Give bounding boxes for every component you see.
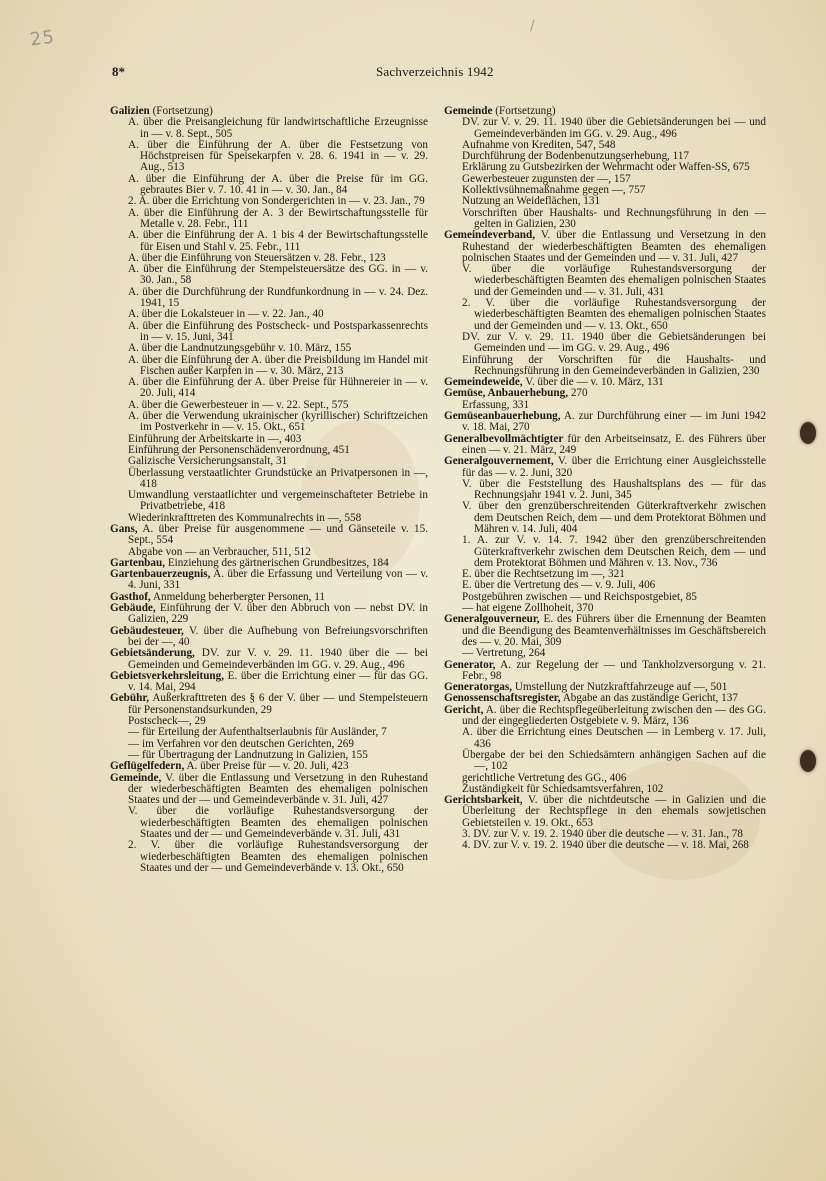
index-text: E. über die Vertretung des — v. 9. Juli, 406: [462, 579, 656, 592]
index-text: Einführung der Personenschädenverordnung, 451: [128, 443, 350, 456]
index-text: DV. zur V. v. 29. 11. 1940 über die Gebietsänderungen bei Gemeinden und — im GG. v. 29. Aug., 496: [462, 330, 766, 355]
index-text: A. über Preise für — v. 20. Juli, 423: [184, 760, 349, 773]
index-text: A. über die Erfassung und Verteilung von — v. 4. Juni, 331: [128, 568, 428, 592]
index-text: A. über die Einführung der Stempelsteuersätze des GG. in — v. 30. Jan., 58: [128, 263, 428, 287]
index-entry: [444, 660, 766, 683]
index-text: 2. V. über die vorläufige Ruhestandsversorgung der wiederbeschäftigten Beamten des ehemaligen polnischen Staates und der — und Gemeindeverbände v. 13. Okt., 650: [128, 839, 428, 874]
index-subentry: [110, 355, 428, 378]
index-text: gerichtliche Vertretung des GG., 406: [462, 771, 627, 784]
index-entry: [444, 795, 766, 829]
index-subentry: [444, 332, 766, 355]
index-text: Abgabe von — an Verbraucher, 511, 512: [128, 545, 311, 558]
index-text: Gewerbesteuer zugunsten der —, 157: [462, 172, 631, 185]
index-text: Aufnahme von Krediten, 547, 548: [462, 138, 616, 151]
index-text: A. über die Einführung der A. 3 der Bewirtschaftungsstelle für Metalle v. 28. Febr., 111: [128, 206, 428, 230]
index-text: E. über die Errichtung einer — für das GG. v. 14. Mai, 294: [128, 669, 428, 694]
index-text: A. über die Errichtung eines Deutschen — in Lemberg v. 17. Juli, 436: [462, 726, 766, 750]
index-text: 2. A. über die Errichtung von Sondergerichten in — v. 23. Jan., 79: [128, 195, 425, 208]
index-text: Einziehung des gärtnerischen Grundbesitzes, 184: [165, 556, 389, 569]
index-text: Einführung der Vorschriften für die Haushalts- und Rechnungsführung in den Gemeindeverbänden in Galizien, 230: [462, 353, 766, 377]
index-text: Einführung der Arbeitskarte in —, 403: [128, 432, 302, 445]
index-text: Überlassung verstaatlichter Grundstücke an Privatpersonen in —, 418: [128, 466, 428, 490]
index-subentry: [110, 468, 428, 491]
index-subentry: [110, 140, 428, 174]
index-text: 4. DV. zur V. v. 19. 2. 1940 über die deutsche — v. 18. Mai, 268: [462, 839, 749, 852]
index-keyword: Genossenschaftsregister,: [444, 692, 561, 705]
index-subentry: [444, 535, 766, 569]
index-entry: [444, 614, 766, 648]
index-text: Zuständigkeit für Schiedsamtsverfahren, 102: [462, 782, 664, 795]
index-subentry: [110, 230, 428, 253]
index-text: Einführung der V. über den Abbruch von — nebst DV. in Galizien, 229: [128, 602, 428, 626]
index-subentry: [444, 208, 766, 231]
index-text: A. über die Durchführung der Rundfunkordnung in — v. 24. Dez. 1941, 15: [128, 285, 428, 310]
index-subentry: [110, 321, 428, 344]
punch-hole-top: [800, 422, 816, 444]
index-text: Erklärung zu Gutsbezirken der Wehrmacht oder Waffen-SS, 675: [462, 161, 750, 174]
index-keyword: Generalgouvernement,: [444, 455, 554, 468]
index-text: (Fortsetzung): [149, 105, 213, 117]
index-keyword: Galizien: [110, 105, 150, 117]
index-text: DV. zur V. v. 29. 11. 1940 über die Gebietsänderungen bei — und Gemeindeverbänden im GG. v. 29. Aug., 496: [462, 116, 766, 140]
index-text: Nutzung an Weideflächen, 131: [462, 195, 601, 208]
pencil-annotation: 25: [28, 26, 57, 51]
index-subentry: [110, 208, 428, 231]
index-text: A. über die Lokalsteuer in — v. 22. Jan., 40: [128, 308, 324, 321]
index-subentry: [110, 264, 428, 287]
index-text: Durchführung der Bodenbenutzungserhebung, 117: [462, 150, 690, 163]
index-text: V. über die Entlassung und Versetzung in den Ruhestand der wiederbeschäftigten Beamten des ehemaligen polnischen Staates und der — und Gemeindeverbände v. 31. Juli, 427: [128, 771, 428, 807]
index-text: 2. V. über die vorläufige Ruhestandsversorgung der wiederbeschäftigten Beamten des ehemaligen polnischen Staates und der Gemeinden und — v. 13. Okt., 650: [462, 297, 766, 332]
index-subentry: [110, 377, 428, 400]
index-subentry: [110, 287, 428, 310]
page-number: 8*: [112, 64, 125, 79]
index-subentry: [110, 840, 428, 874]
index-text: V. über die Errichtung einer Ausgleichsstelle für das — v. 2. Juni, 320: [462, 455, 766, 479]
punch-hole-bottom: [800, 750, 816, 772]
index-entry: [110, 569, 428, 592]
index-text: V. über die — v. 10. März, 131: [522, 376, 664, 389]
index-text: Postgebühren zwischen — und Reichspostgebiet, 85: [462, 590, 697, 603]
index-keyword: Gebäudesteuer,: [110, 624, 184, 637]
index-keyword: Gemüse, Anbauerhebung,: [444, 387, 569, 400]
index-keyword: Gerichtsbarkeit,: [444, 794, 523, 807]
index-text: — hat eigene Zollhoheit, 370: [462, 602, 594, 615]
index-text: A. über Preise für ausgenommene — und Gänseteile v. 15. Sept., 554: [128, 522, 428, 547]
index-entry: [444, 230, 766, 264]
index-subentry: [110, 490, 428, 513]
index-text: Anmeldung beherbergter Personen, 11: [150, 590, 326, 603]
index-text: A. über die Gewerbesteuer in — v. 22. Sept., 575: [128, 398, 349, 411]
index-keyword: Generator,: [444, 658, 496, 671]
index-subentry: [444, 298, 766, 332]
index-entry: [110, 626, 428, 649]
index-text: A. über die Einführung der A. über die Preisbildung im Handel mit Fischen außer Karpfen in — v. 30. März, 213: [128, 353, 428, 377]
index-subentry: [444, 501, 766, 535]
index-text: Kollektivsühnemaßnahme gegen —, 757: [462, 184, 646, 197]
index-subentry: [110, 117, 428, 140]
index-text: 1. A. zur V. v. 14. 7. 1942 über den grenzüberschreitenden Güterkraftverkehr zwischen dem Deutschen Reich, dem — und dem Protektorat Böhmen und Mähren v. 13. Nov., 736: [462, 534, 766, 569]
index-text: A. über die Preisangleichung für landwirtschaftliche Erzeugnisse in — v. 8. Sept., 505: [128, 116, 428, 140]
index-text: Umstellung der Nutzkraftfahrzeuge auf —, 501: [512, 681, 728, 694]
index-entry: [110, 671, 428, 694]
index-keyword: Gartenbauerzeugnis,: [110, 568, 211, 581]
index-text: A. über die Einführung der A. über die Festsetzung von Höchstpreisen für Speisekarpfen v. 28. 6. 1941 in — v. 29. Aug., 513: [128, 138, 428, 174]
index-keyword: Gans,: [110, 522, 138, 535]
index-text: — im Verfahren vor den deutschen Gerichten, 269: [128, 737, 354, 750]
index-text: 3. DV. zur V. v. 19. 2. 1940 über die deutsche — v. 31. Jan., 78: [462, 828, 743, 840]
index-text: V. über die vorläufige Ruhestandsversorgung der wiederbeschäftigten Beamten des ehemaligen polnischen Staates und der — und Gemeindeverbände v. 31. Juli, 431: [128, 805, 428, 840]
index-text: — für Übertragung der Landnutzung in Galizien, 155: [128, 748, 368, 761]
index-subentry: [110, 174, 428, 197]
index-entry: [110, 773, 428, 807]
index-entry: [444, 456, 766, 479]
index-entry: [110, 648, 428, 671]
index-text: V. über die Aufhebung von Befreiungsvorschriften bei der —, 40: [128, 624, 428, 648]
index-text: V. über die Entlassung und Versetzung in den Ruhestand der wiederbeschäftigten Beamten des ehemaligen polnischen Staates und der Gemeinden und — v. 31. Juli, 427: [462, 229, 766, 264]
index-text: — Vertretung, 264: [462, 647, 546, 660]
index-keyword: Gemeinde: [444, 105, 493, 117]
index-text: Vorschriften über Haushalts- und Rechnungsführung in den — gelten in Galizien, 230: [462, 206, 766, 230]
index-subentry: [444, 117, 766, 140]
index-text: A. über die Einführung von Steuersätzen v. 28. Febr., 123: [128, 251, 386, 264]
index-subentry: [444, 264, 766, 298]
index-keyword: Gebühr,: [110, 692, 150, 705]
index-text: Übergabe der bei den Schiedsämtern anhängigen Sachen auf die —, 102: [462, 748, 766, 773]
index-text: Erfassung, 331: [462, 398, 530, 411]
index-text: Außerkrafttreten des § 6 der V. über — und Stempelsteuern für Personenstandsurkunden, 29: [128, 692, 428, 716]
index-text: DV. zur V. v. 29. 11. 1940 über die — bei Gemeinden und Gemeindeverbänden im GG. v. 29. Aug., 496: [128, 647, 428, 671]
index-column-right: [444, 106, 766, 852]
index-subentry: [444, 840, 766, 851]
index-entry: [444, 705, 766, 728]
index-text: V. über die Feststellung des Haushaltsplans des — für das Rechnungsjahr 1941 v. 2. Juni, 345: [462, 477, 766, 502]
index-keyword: Gemeindeverband,: [444, 229, 536, 242]
index-text: — für Erteilung der Aufenthaltserlaubnis für Ausländer, 7: [128, 726, 387, 739]
index-keyword: Gebäude,: [110, 602, 156, 615]
index-keyword: Gemüseanbauerhebung,: [444, 410, 561, 423]
index-keyword: Generatorgas,: [444, 681, 513, 694]
index-entry: [110, 524, 428, 547]
index-text: A. über die Verwendung ukrainischer (kyrillischer) Schriftzeichen im Postverkehr in — v. 15. Okt., 651: [128, 410, 428, 434]
index-text: Postscheck—, 29: [128, 715, 206, 728]
page-header: [112, 64, 762, 84]
index-keyword: Gemeinde,: [110, 771, 162, 784]
index-entry: [444, 434, 766, 457]
index-text: A. über die Einführung der A. 1 bis 4 der Bewirtschaftungsstelle für Eisen und Stahl v. 25. Febr., 111: [128, 229, 428, 253]
index-text: 270: [568, 387, 588, 400]
index-column-left: [110, 106, 428, 874]
index-text: V. über die vorläufige Ruhestandsversorgung der wiederbeschäftigten Beamten des ehemaligen polnischen Staates und der Gemeinden und — v. 31. Juli, 431: [462, 263, 766, 298]
index-text: A. zur Durchführung einer — im Juni 1942 v. 18. Mai, 270: [462, 410, 766, 434]
index-text: V. über die nichtdeutsche — in Galizien und die Überleitung der Rechtspflege in den ehemals sowjetischen Gebietsteilen v. 19. Okt., 653: [462, 794, 766, 829]
index-subentry: [110, 411, 428, 434]
index-text: E. über die Rechtsetzung im —, 321: [462, 568, 625, 581]
index-keyword: Gebietsänderung,: [110, 647, 195, 660]
pencil-stroke: /: [530, 18, 535, 34]
index-text: A. über die Einführung der A. über die Preise für im GG. gebrautes Bier v. 7. 10. 41 in — v. 30. Jan., 84: [128, 172, 428, 197]
index-subentry: [444, 750, 766, 773]
index-keyword: Geflügelfedern,: [110, 760, 185, 773]
index-text: A. zur Regelung der — und Tankholzversorgung v. 21. Febr., 98: [462, 658, 766, 682]
index-keyword: Gemeindeweide,: [444, 376, 523, 389]
index-text: V. über den grenzüberschreitenden Güterkraftverkehr zwischen dem Deutschen Reich, dem — und dem Protektorat Böhmen und Mähren v. 14. Juli, 404: [462, 500, 766, 535]
index-keyword: Gasthof,: [110, 590, 151, 603]
index-text: Abgabe an das zuständige Gericht, 137: [560, 692, 738, 705]
index-keyword: Gebietsverkehrsleitung,: [110, 669, 225, 682]
index-entry: [110, 603, 428, 626]
index-text: E. des Führers über die Ernennung der Beamten und die Beendigung des Beamtenverhältnisses im Geschäftsbereich des — v. 20. Mai, 309: [462, 613, 766, 648]
index-keyword: Gericht,: [444, 703, 484, 716]
index-text: Wiederinkrafttreten des Kommunalrechts in —, 558: [128, 511, 362, 524]
index-keyword: Generalbevollmächtigter: [444, 432, 564, 445]
index-subentry: [110, 806, 428, 840]
index-entry: [444, 411, 766, 434]
index-text: A. über die Einführung des Postscheck- und Postsparkassenrechts in — v. 15. Juni, 341: [128, 319, 428, 343]
index-text: Galizische Versicherungsanstalt, 31: [128, 455, 288, 468]
index-subentry: [444, 479, 766, 502]
index-text: (Fortsetzung): [492, 105, 556, 117]
index-text: Umwandlung verstaatlichter und vergemeinschafteter Betriebe in Privatbetriebe, 418: [128, 489, 428, 513]
page-title: Sachverzeichnis 1942: [376, 64, 494, 79]
index-text: für den Arbeitseinsatz, E. des Führers über einen — v. 21. März, 249: [462, 432, 766, 456]
index-text: A. über die Landnutzungsgebühr v. 10. März, 155: [128, 342, 352, 355]
index-keyword: Gartenbau,: [110, 556, 166, 569]
index-subentry: [444, 727, 766, 750]
index-text: A. über die Einführung der A. über Preise für Hühnereier in — v. 20. Juli, 414: [128, 376, 428, 400]
index-keyword: Generalgouverneur,: [444, 613, 540, 626]
index-entry: [110, 693, 428, 716]
index-subentry: [444, 355, 766, 378]
index-text: A. über die Rechtspflegeüberleitung zwischen den — des GG. und der eingegliederten Ostgebiete v. 9. März, 136: [462, 703, 766, 728]
